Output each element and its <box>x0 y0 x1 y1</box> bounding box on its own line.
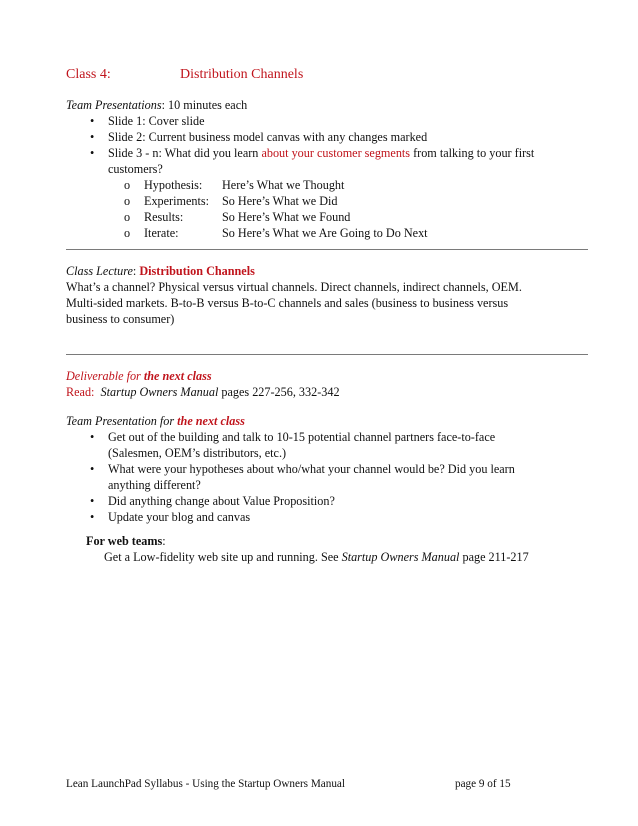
bullet-text: Update your blog and canvas <box>108 510 251 524</box>
list-item <box>86 493 515 509</box>
bullet-text: Did anything change about Value Proposition? <box>108 494 335 508</box>
bullet-text: anything different? <box>108 478 201 492</box>
bullet-icon: • <box>90 130 95 144</box>
bullet-text: Slide 3 - n: What did you learn <box>108 146 262 160</box>
presentations-intro-rest: : 10 minutes each <box>161 98 248 112</box>
lecture-heading <box>66 263 255 279</box>
web-teams-pages: page 211-217 <box>459 550 529 564</box>
lecture-topic: Distribution Channels <box>139 264 255 278</box>
class-title: Distribution Channels <box>180 67 304 82</box>
presentations-intro <box>66 97 247 113</box>
reading-line <box>66 384 340 400</box>
list-item <box>86 129 534 145</box>
web-teams-body: Get a Low-fidelity web site up and running. See <box>104 550 342 564</box>
list-item <box>124 177 444 193</box>
bullet-text: from talking to your first <box>410 146 535 160</box>
lecture-colon: : <box>132 264 140 278</box>
circle-bullet-icon: o <box>124 210 131 224</box>
list-item <box>86 509 515 525</box>
team-label-bold: the next class <box>177 414 245 428</box>
list-item <box>124 209 444 225</box>
sub-item-key: Hypothesis: <box>144 178 203 192</box>
book-title: Startup Owners Manual <box>100 385 219 399</box>
bullet-text: Get out of the building and talk to 10-15 potential channel partners face-to-face <box>108 430 496 444</box>
team-presentation-heading <box>66 413 245 429</box>
footer-title: Lean LaunchPad Syllabus - Using the Startup Owners Manual <box>66 778 346 790</box>
bullet-icon: • <box>90 430 95 444</box>
sub-item-value: So Here’s What we Found <box>222 210 351 224</box>
bullet-icon: • <box>90 510 95 524</box>
bullet-text: Slide 1: Cover slide <box>108 114 205 128</box>
web-teams-text <box>104 549 529 565</box>
presentations-bullet-list <box>86 113 534 177</box>
list-item <box>86 461 515 493</box>
read-pages: pages 227-256, 332-342 <box>218 385 340 399</box>
team-label: Team Presentation for <box>66 414 178 428</box>
slide-sub-list <box>124 177 444 241</box>
bullet-icon: • <box>90 146 95 160</box>
deliverable-label: Deliverable for <box>66 369 144 383</box>
class-number: Class 4: <box>66 67 111 82</box>
presentations-intro-label: Team Presentations <box>66 98 162 112</box>
section-divider <box>66 249 588 250</box>
bullet-icon: • <box>90 494 95 508</box>
read-label: Read: <box>66 385 95 399</box>
bullet-icon: • <box>90 462 95 476</box>
page-number: page 9 of 15 <box>455 778 511 790</box>
lecture-text-line: Multi-sided markets. B-to-B versus B-to-C channels and sales (business to business versus <box>66 296 509 310</box>
bullet-icon: • <box>90 114 95 128</box>
web-teams-label: For web teams <box>86 534 163 548</box>
sub-item-key: Experiments: <box>144 194 209 208</box>
lecture-text-line: business to consumer) <box>66 312 175 326</box>
circle-bullet-icon: o <box>124 226 131 240</box>
sub-item-value: So Here’s What we Did <box>222 194 338 208</box>
section-divider <box>66 354 588 355</box>
bullet-text: Slide 2: Current business model canvas with any changes marked <box>108 130 428 144</box>
bullet-text: (Salesmen, OEM’s distributors, etc.) <box>108 446 287 460</box>
sub-item-key: Results: <box>144 210 184 224</box>
list-item <box>86 145 534 177</box>
sub-item-value: So Here’s What we Are Going to Do Next <box>222 226 428 240</box>
lecture-text-line: What’s a channel? Physical versus virtual channels. Direct channels, indirect channels, OEM. <box>66 280 522 294</box>
sub-item-value: Here’s What we Thought <box>222 178 345 192</box>
list-item <box>86 113 534 129</box>
circle-bullet-icon: o <box>124 194 131 208</box>
lecture-label: Class Lecture <box>66 264 133 278</box>
deliverable-bullet-list <box>86 429 515 525</box>
list-item <box>124 225 444 241</box>
bullet-text: customers? <box>108 162 163 176</box>
bullet-text: What were your hypotheses about who/what your channel would be? Did you learn <box>108 462 515 476</box>
highlight-text: about your customer segments <box>261 146 411 160</box>
list-item <box>86 429 515 461</box>
web-teams-heading <box>86 533 166 549</box>
circle-bullet-icon: o <box>124 178 131 192</box>
deliverable-heading <box>66 368 212 384</box>
web-teams-colon: : <box>162 534 166 548</box>
list-item <box>124 193 444 209</box>
deliverable-label-bold: the next class <box>143 369 212 383</box>
book-title: Startup Owners Manual <box>341 550 460 564</box>
sub-item-key: Iterate: <box>144 226 179 240</box>
